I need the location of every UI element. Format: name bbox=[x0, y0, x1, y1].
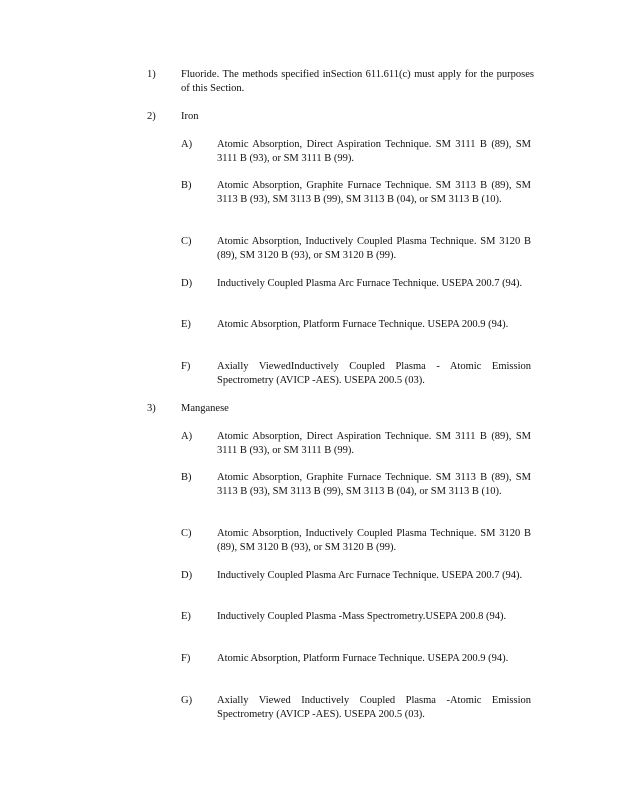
item-letter: B) bbox=[181, 472, 192, 483]
item-letter: F) bbox=[181, 653, 191, 664]
item-letter: A) bbox=[181, 431, 193, 442]
item-text: Atomic Absorption, Inductively Coupled Plasma Technique. SM 3120 B (89), SM 3120 B (93), or SM 3120 B (99). bbox=[217, 236, 531, 261]
item-text: Inductively Coupled Plasma Arc Furnace Technique. USEPA 200.7 (94). bbox=[217, 278, 523, 289]
item-letter: C) bbox=[181, 236, 192, 247]
item-letter: A) bbox=[181, 139, 193, 150]
item-heading-manganese: Manganese bbox=[181, 403, 229, 414]
item-letter: E) bbox=[181, 611, 191, 622]
item-number: 3) bbox=[147, 403, 156, 414]
item-letter: D) bbox=[181, 278, 193, 289]
item-letter: G) bbox=[181, 695, 193, 706]
item-letter: F) bbox=[181, 361, 191, 372]
item-text: Axially Viewed Inductively Coupled Plasma -Atomic Emission Spectrometry (AVICP -AES). USEPA 200.5 (03). bbox=[217, 695, 531, 720]
item-text: Atomic Absorption, Graphite Furnace Technique. SM 3113 B (89), SM 3113 B (93), SM 3113 B (99), SM 3113 B (04), or SM 3113 B (10). bbox=[217, 180, 531, 205]
item-text: Atomic Absorption, Platform Furnace Technique. USEPA 200.9 (94). bbox=[217, 319, 509, 330]
item-letter: B) bbox=[181, 180, 192, 191]
item-text: Atomic Absorption, Direct Aspiration Technique. SM 3111 B (89), SM 3111 B (93), or SM 3111 B (99). bbox=[217, 431, 531, 456]
item-heading-iron: Iron bbox=[181, 111, 199, 122]
item-text: Atomic Absorption, Graphite Furnace Technique. SM 3113 B (89), SM 3113 B (93), SM 3113 B (99), SM 3113 B (04), or SM 3113 B (10). bbox=[217, 472, 531, 497]
item-letter: D) bbox=[181, 570, 193, 581]
item-text: Atomic Absorption, Direct Aspiration Technique. SM 3111 B (89), SM 3111 B (93), or SM 3111 B (99). bbox=[217, 139, 531, 164]
item-text: Axially ViewedInductively Coupled Plasma - Atomic Emission Spectrometry (AVICP -AES). USEPA 200.5 (03). bbox=[217, 361, 531, 386]
item-number: 2) bbox=[147, 111, 156, 122]
item-text: Atomic Absorption, Inductively Coupled Plasma Technique. SM 3120 B (89), SM 3120 B (93), or SM 3120 B (99). bbox=[217, 528, 531, 553]
item-number: 1) bbox=[147, 69, 156, 80]
item-text: Fluoride. The methods specified inSection 611.611(c) must apply for the purposes of this Section. bbox=[181, 69, 534, 94]
item-letter: C) bbox=[181, 528, 192, 539]
item-letter: E) bbox=[181, 319, 191, 330]
item-text: Atomic Absorption, Platform Furnace Technique. USEPA 200.9 (94). bbox=[217, 653, 509, 664]
item-text: Inductively Coupled Plasma Arc Furnace Technique. USEPA 200.7 (94). bbox=[217, 570, 523, 581]
item-text: Inductively Coupled Plasma -Mass Spectrometry.USEPA 200.8 (94). bbox=[217, 611, 507, 622]
